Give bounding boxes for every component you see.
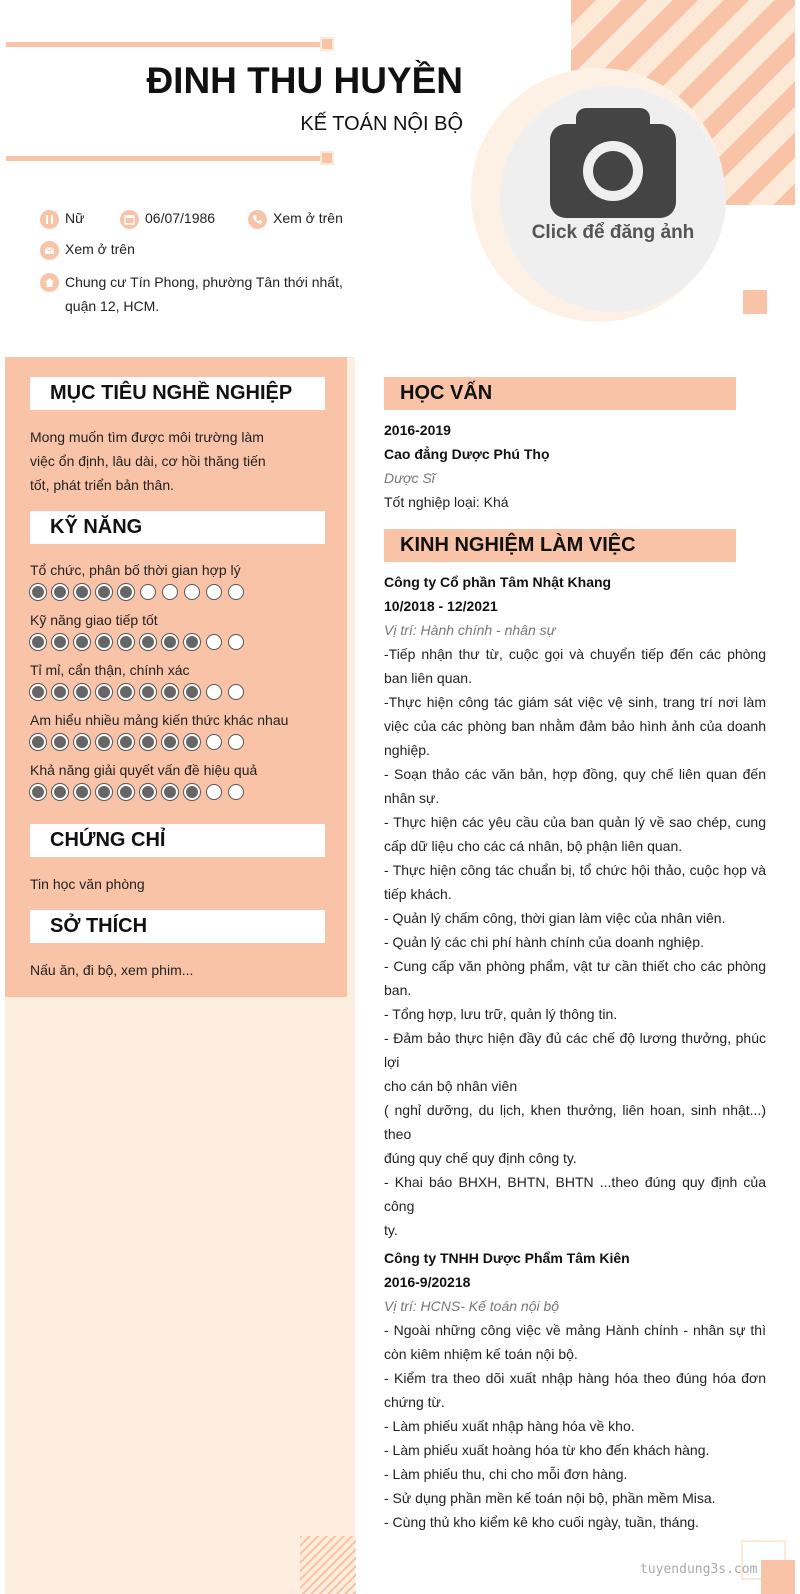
rating-dot <box>140 684 156 700</box>
rating-dot <box>74 684 90 700</box>
skill-rating <box>30 734 244 750</box>
skill-rating <box>30 634 244 650</box>
rating-dot <box>52 684 68 700</box>
experience-heading: KINH NGHIỆM LÀM VIỆC <box>384 529 736 562</box>
job-duty-line: - Làm phiếu thu, chi cho mỗi đơn hàng. <box>384 1466 628 1482</box>
job-duty-line: - Thực hiện các yêu cầu của ban quản lý về sao chép, cung cấp dữ liệu cho các cá nhân, bộ phận liên quan. <box>384 814 766 854</box>
job-duties <box>384 1318 766 1534</box>
rating-dot <box>184 634 200 650</box>
rating-dot <box>184 684 200 700</box>
rating-dot <box>162 684 178 700</box>
objective-line: việc ổn định, lâu dài, cơ hồi thăng tiến <box>30 453 266 469</box>
calendar-icon <box>120 210 139 229</box>
phone-row <box>248 210 343 229</box>
header-line-bottom <box>6 156 326 161</box>
rating-dot <box>206 584 222 600</box>
job-duty-line: ( nghỉ dưỡng, du lịch, khen thưởng, liên hoan, sinh nhật...) theo <box>384 1102 766 1142</box>
objective-heading: MỤC TIÊU NGHỀ NGHIỆP <box>30 377 325 410</box>
rating-dot <box>228 784 244 800</box>
upload-label: Click để đăng ảnh <box>531 222 695 243</box>
job-duty-line: - Tổng hợp, lưu trữ, quản lý thông tin. <box>384 1006 618 1022</box>
left-panel-edge <box>347 357 351 997</box>
rating-dot <box>96 684 112 700</box>
rating-dot <box>52 734 68 750</box>
skill-name: Am hiểu nhiều mảng kiến thức khác nhau <box>30 712 289 728</box>
rating-dot <box>162 734 178 750</box>
gender-row <box>40 210 84 229</box>
camera-icon <box>550 108 676 218</box>
decorative-stripes-small <box>300 1536 356 1594</box>
job-duty-line: - Soạn thảo các văn bản, hợp đồng, quy chế liên quan đến nhân sự. <box>384 766 766 806</box>
education-block <box>384 418 766 514</box>
avatar-upload[interactable] <box>500 86 726 312</box>
job-duty-line: - Quản lý chấm công, thời gian làm việc của nhân viên. <box>384 910 726 926</box>
job-entry <box>384 1246 766 1534</box>
job-company: Công ty Cổ phần Tâm Nhật Khang <box>384 574 612 590</box>
job-duty-line: - Ngoài những công việc về mảng Hành chính - nhân sự thì còn kiêm nhiệm kế toán nội bộ. <box>384 1322 766 1362</box>
rating-dot <box>228 634 244 650</box>
job-position: Vị trí: Hành chính - nhân sự <box>384 622 556 638</box>
rating-dot <box>96 584 112 600</box>
education-school: Cao đẳng Dược Phú Thọ <box>384 446 550 462</box>
education-years: 2016-2019 <box>384 422 451 438</box>
education-heading: HỌC VẤN <box>384 377 736 410</box>
job-duty-line: - Quản lý các chi phí hành chính của doanh nghiệp. <box>384 934 704 950</box>
decorative-corner-square <box>761 1560 795 1594</box>
rating-dot <box>30 584 46 600</box>
rating-dot <box>118 584 134 600</box>
rating-dot <box>30 634 46 650</box>
rating-dot <box>118 684 134 700</box>
header-line-top <box>6 42 326 47</box>
job-period: 10/2018 - 12/2021 <box>384 598 498 614</box>
rating-dot <box>228 734 244 750</box>
job-duty-line: - Sử dụng phần mền kế toán nội bộ, phần mềm Misa. <box>384 1490 716 1506</box>
rating-dot <box>206 734 222 750</box>
email-icon <box>40 241 59 260</box>
rating-dot <box>162 634 178 650</box>
hobbies-text: Nấu ăn, đi bộ, xem phim... <box>30 962 194 978</box>
objective-line: tốt, phát triển bản thân. <box>30 477 174 493</box>
objective-text <box>30 425 266 497</box>
rating-dot <box>74 584 90 600</box>
job-duty-line: - Cung cấp văn phòng phẩm, vật tư cần thiết cho các phòng ban. <box>384 958 766 998</box>
job-duty-line: đúng quy chế quy định công ty. <box>384 1150 577 1166</box>
skill-rating <box>30 584 244 600</box>
rating-dot <box>184 784 200 800</box>
candidate-name: ĐINH THU HUYỀN <box>146 60 463 101</box>
rating-dot <box>74 734 90 750</box>
rating-dot <box>228 584 244 600</box>
rating-dot <box>140 784 156 800</box>
skill-name: Tỉ mỉ, cẩn thận, chính xác <box>30 662 190 678</box>
rating-dot <box>206 684 222 700</box>
phone-icon <box>248 210 267 229</box>
job-duty-line: - Khai báo BHXH, BHTN, BHTN ...theo đúng quy định của công <box>384 1174 766 1214</box>
rating-dot <box>96 734 112 750</box>
phone-value: Xem ở trên <box>273 210 343 226</box>
education-major: Dược Sĩ <box>384 470 435 486</box>
job-entry <box>384 570 766 1242</box>
email-value: Xem ở trên <box>65 241 135 257</box>
job-position: Vị trí: HCNS- Kế toán nội bộ <box>384 1298 560 1314</box>
rating-dot <box>162 784 178 800</box>
address-value: Chung cư Tín Phong, phường Tân thới nhất, quận 12, HCM. <box>65 274 343 314</box>
hobbies-heading: SỞ THÍCH <box>30 910 325 943</box>
skill-rating <box>30 684 244 700</box>
job-duty-line: - Làm phiếu xuất nhập hàng hóa về kho. <box>384 1418 635 1434</box>
job-duty-line: - Làm phiếu xuất hoàng hóa từ kho đến khách hàng. <box>384 1442 710 1458</box>
certificates-heading: CHỨNG CHỈ <box>30 824 325 857</box>
rating-dot <box>74 784 90 800</box>
rating-dot <box>96 784 112 800</box>
rating-dot <box>184 584 200 600</box>
rating-dot <box>74 634 90 650</box>
rating-dot <box>162 584 178 600</box>
job-duty-line: -Tiếp nhận thư từ, cuộc gọi và chuyển tiếp đến các phòng ban liên quan. <box>384 646 766 686</box>
gender-icon <box>40 210 59 229</box>
skill-rating <box>30 784 244 800</box>
rating-dot <box>52 784 68 800</box>
rating-dot <box>140 634 156 650</box>
rating-dot <box>228 684 244 700</box>
certificates-text: Tin học văn phòng <box>30 876 145 892</box>
job-duty-line: - Cùng thủ kho kiểm kê kho cuối ngày, tuần, tháng. <box>384 1514 699 1530</box>
rating-dot <box>96 634 112 650</box>
job-period: 2016-9/20218 <box>384 1274 471 1290</box>
address-row <box>40 273 375 318</box>
job-duties <box>384 642 766 1242</box>
rating-dot <box>140 734 156 750</box>
skills-heading: KỸ NĂNG <box>30 511 325 544</box>
gender-value: Nữ <box>65 210 85 226</box>
skill-name: Kỹ năng giao tiếp tốt <box>30 612 158 628</box>
skill-name: Khả năng giải quyết vấn đề hiệu quả <box>30 762 258 778</box>
job-duty-line: - Thực hiện công tác chuẩn bị, tổ chức hội thảo, cuộc họp và tiếp khách. <box>384 862 766 902</box>
rating-dot <box>184 734 200 750</box>
birthday-row <box>120 210 215 229</box>
job-title: KẾ TOÁN NỘI BỘ <box>300 113 463 135</box>
job-duty-line: - Đảm bảo thực hiện đầy đủ các chế độ lương thưởng, phúc lợi <box>384 1030 766 1070</box>
job-duty-line: -Thực hiện công tác giám sát việc vệ sinh, trang trí nơi làm việc của các phòng ban nhằm đảm bảo hình ảnh của doanh nghiệp. <box>384 694 766 758</box>
job-company: Công ty TNHH Dược Phẩm Tâm Kiên <box>384 1250 630 1266</box>
rating-dot <box>140 584 156 600</box>
birthday-value: 06/07/1986 <box>145 210 216 226</box>
rating-dot <box>52 584 68 600</box>
skill-name: Tổ chức, phân bố thời gian hợp lý <box>30 562 241 578</box>
rating-dot <box>206 634 222 650</box>
rating-dot <box>30 784 46 800</box>
email-row <box>40 241 135 260</box>
rating-dot <box>52 634 68 650</box>
rating-dot <box>30 734 46 750</box>
rating-dot <box>118 634 134 650</box>
home-icon <box>40 273 59 292</box>
rating-dot <box>118 784 134 800</box>
decorative-square <box>743 290 767 314</box>
objective-line: Mong muốn tìm được môi trường làm <box>30 429 264 445</box>
job-duty-line: cho cán bộ nhân viên <box>384 1078 518 1094</box>
watermark: tuyendung3s.com <box>640 1562 758 1577</box>
job-duty-line: ty. <box>384 1222 398 1238</box>
rating-dot <box>206 784 222 800</box>
rating-dot <box>30 684 46 700</box>
job-duty-line: - Kiểm tra theo dõi xuất nhập hàng hóa theo đúng hóa đơn chứng từ. <box>384 1370 766 1410</box>
rating-dot <box>118 734 134 750</box>
education-grade: Tốt nghiệp loại: Khá <box>384 494 509 510</box>
